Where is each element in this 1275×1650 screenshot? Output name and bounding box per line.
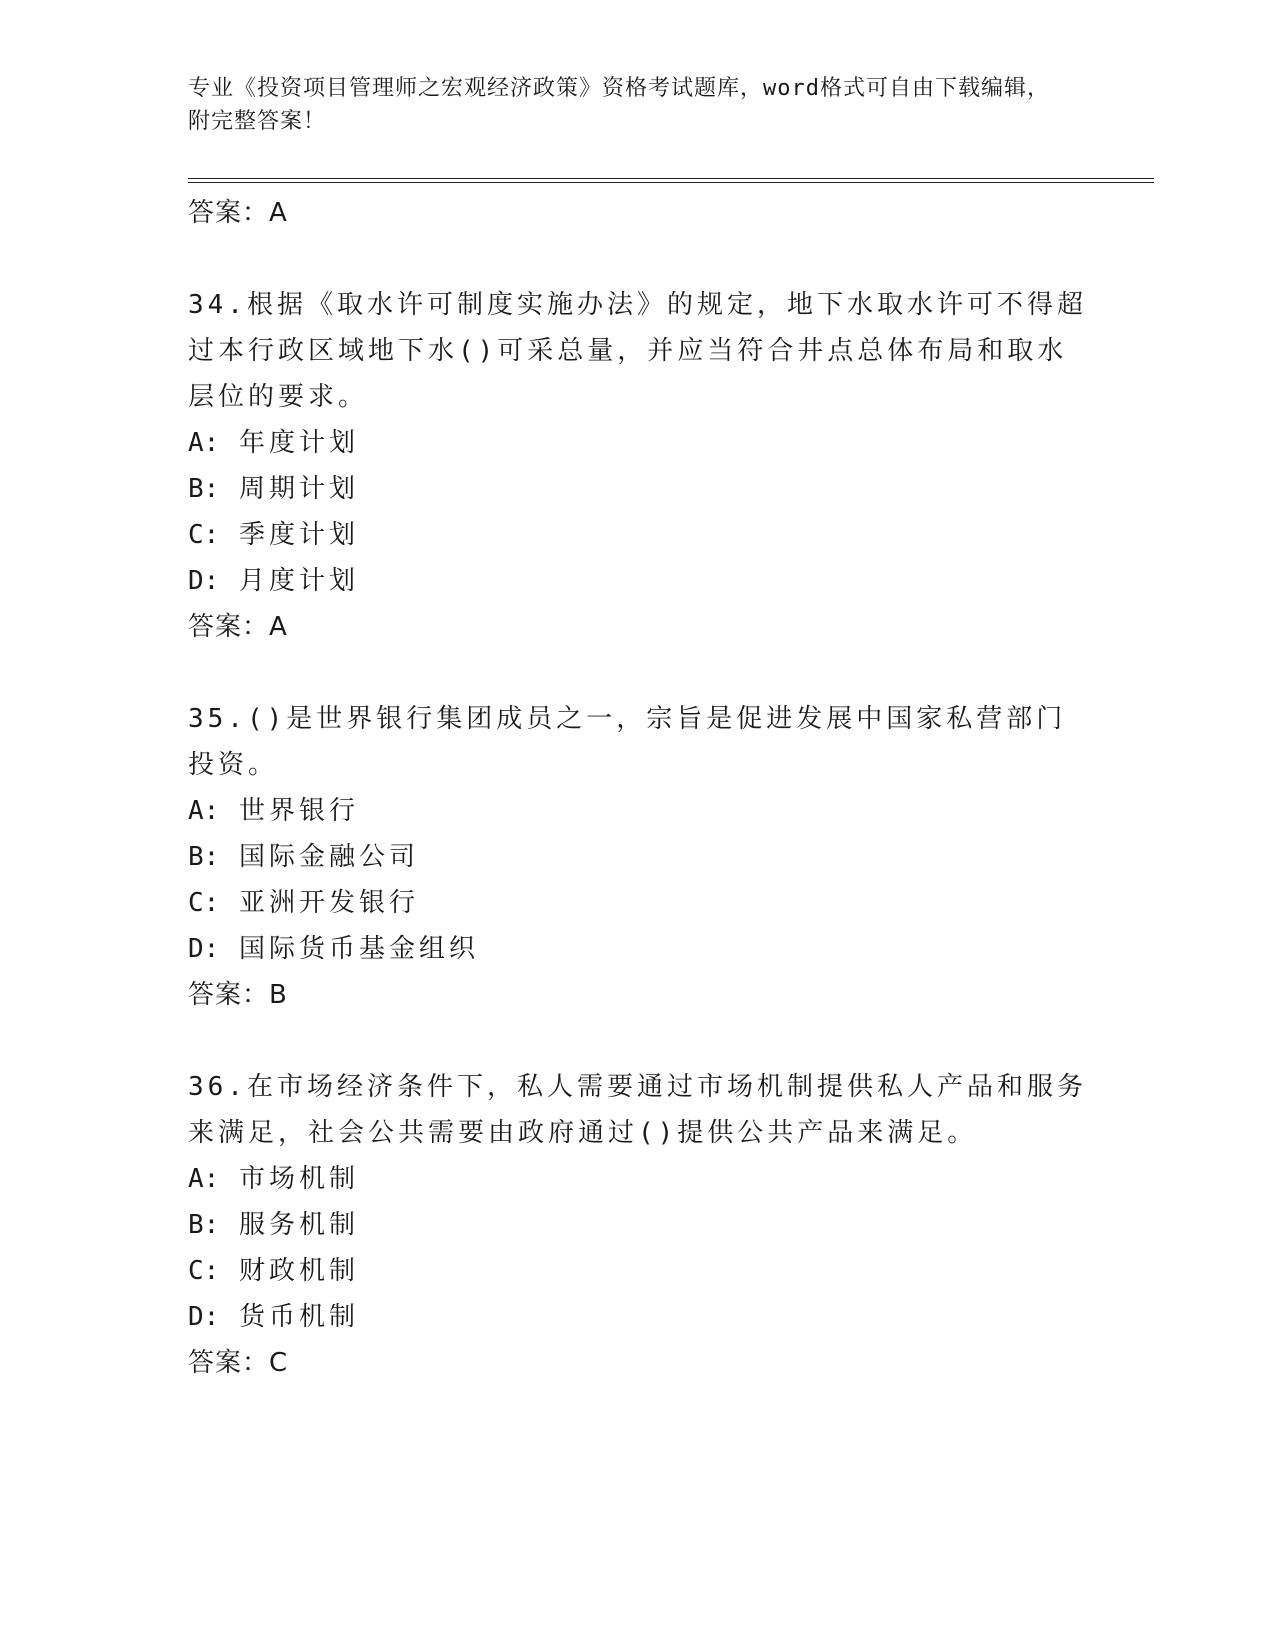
option-letter: D: xyxy=(188,566,220,596)
question-stem: 35.()是世界银行集团成员之一，宗旨是促进发展中国家私营部门投资。 xyxy=(188,704,1067,780)
header-divider xyxy=(188,178,1154,183)
option-text: 货币机制 xyxy=(238,1302,359,1332)
option-letter: D: xyxy=(188,934,220,964)
previous-answer: 答案：A xyxy=(188,198,288,228)
option-text: 年度计划 xyxy=(238,428,359,458)
option-c xyxy=(188,512,1088,558)
option-a xyxy=(188,788,1088,834)
answer-line: 答案：A xyxy=(188,612,288,642)
answer-line: 答案：C xyxy=(188,1348,289,1378)
option-a xyxy=(188,1156,1088,1202)
option-text: 国际货币基金组织 xyxy=(238,934,479,964)
option-letter: C: xyxy=(188,888,220,918)
option-c xyxy=(188,880,1088,926)
question-stem: 36.在市场经济条件下，私人需要通过市场机制提供私人产品和服务来满足，社会公共需要由政府通过()提供公共产品来满足。 xyxy=(188,1072,1087,1148)
option-text: 服务机制 xyxy=(238,1210,359,1240)
option-text: 市场机制 xyxy=(238,1164,359,1194)
option-letter: B: xyxy=(188,842,220,872)
page-header: 专业《投资项目管理师之宏观经济政策》资格考试题库，word格式可自由下载编辑，附完整答案！ xyxy=(188,76,1050,134)
option-letter: B: xyxy=(188,1210,220,1240)
option-letter: D: xyxy=(188,1302,220,1332)
option-text: 亚洲开发银行 xyxy=(238,888,419,918)
question-stem: 34.根据《取水许可制度实施办法》的规定，地下水取水许可不得超过本行政区域地下水()可采总量，并应当符合井点总体布局和取水层位的要求。 xyxy=(188,290,1087,412)
option-c xyxy=(188,1248,1088,1294)
option-letter: C: xyxy=(188,520,220,550)
option-d xyxy=(188,1294,1088,1340)
option-text: 月度计划 xyxy=(238,566,359,596)
question-34 xyxy=(188,282,1088,650)
option-b xyxy=(188,834,1088,880)
option-a xyxy=(188,420,1088,466)
option-d xyxy=(188,558,1088,604)
option-b xyxy=(188,1202,1088,1248)
question-list xyxy=(188,190,1088,1432)
option-text: 世界银行 xyxy=(238,796,359,826)
option-letter: A: xyxy=(188,796,220,826)
option-letter: A: xyxy=(188,428,220,458)
question-36 xyxy=(188,1064,1088,1386)
question-35 xyxy=(188,696,1088,1018)
option-text: 国际金融公司 xyxy=(238,842,419,872)
option-d xyxy=(188,926,1088,972)
option-b xyxy=(188,466,1088,512)
answer-line: 答案：B xyxy=(188,980,288,1010)
option-text: 财政机制 xyxy=(238,1256,359,1286)
option-letter: A: xyxy=(188,1164,220,1194)
option-text: 季度计划 xyxy=(238,520,359,550)
option-letter: B: xyxy=(188,474,220,504)
option-letter: C: xyxy=(188,1256,220,1286)
option-text: 周期计划 xyxy=(238,474,359,504)
